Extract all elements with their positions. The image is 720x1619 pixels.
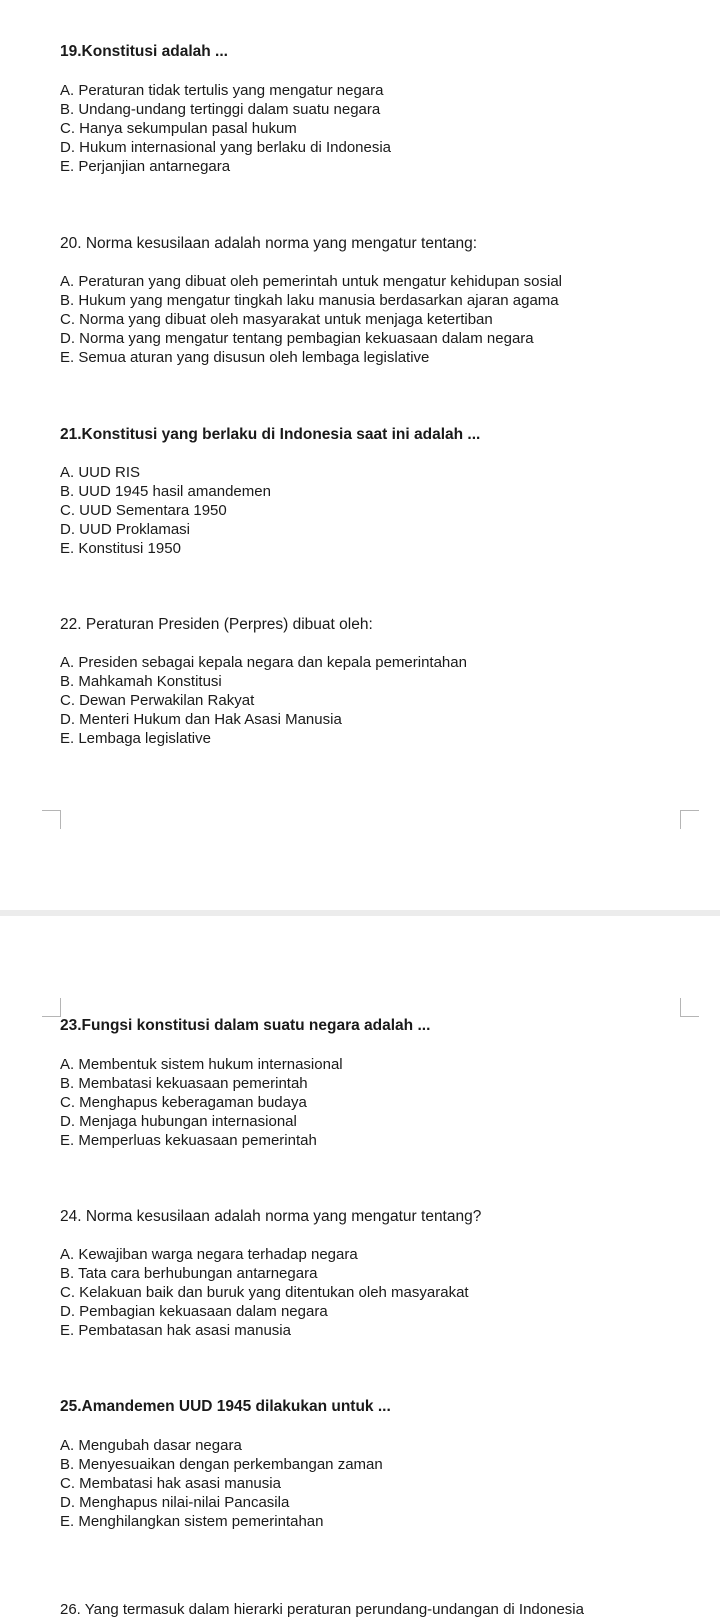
option-19-c: C. Hanya sekumpulan pasal hukum — [60, 120, 297, 137]
question-20: 20. Norma kesusilaan adalah norma yang mengatur tentang: — [60, 235, 478, 252]
option-23-b: B. Membatasi kekuasaan pemerintah — [60, 1075, 308, 1092]
option-24-e: E. Pembatasan hak asasi manusia — [60, 1322, 291, 1339]
option-21-d: D. UUD Proklamasi — [60, 521, 191, 538]
option-20-a: A. Peraturan yang dibuat oleh pemerintah untuk mengatur kehidupan sosial — [60, 273, 562, 290]
question-25: 25.Amandemen UUD 1945 dilakukan untuk ... — [60, 1398, 391, 1415]
option-20-c: C. Norma yang dibuat oleh masyarakat untuk menjaga ketertiban — [60, 311, 493, 328]
option-24-d: D. Pembagian kekuasaan dalam negara — [60, 1303, 328, 1320]
option-20-b: B. Hukum yang mengatur tingkah laku manusia berdasarkan ajaran agama — [60, 292, 559, 309]
options-22 — [60, 653, 467, 748]
option-19-d: D. Hukum internasional yang berlaku di Indonesia — [60, 139, 392, 156]
options-23 — [60, 1055, 343, 1150]
question-24: 24. Norma kesusilaan adalah norma yang mengatur tentang? — [60, 1208, 482, 1225]
option-25-d: D. Menghapus nilai-nilai Pancasila — [60, 1494, 290, 1511]
options-21 — [60, 463, 271, 558]
options-24 — [60, 1245, 469, 1340]
option-24-a: A. Kewajiban warga negara terhadap negara — [60, 1246, 358, 1263]
option-22-e: E. Lembaga legislative — [60, 730, 211, 747]
question-22: 22. Peraturan Presiden (Perpres) dibuat oleh: — [60, 616, 373, 633]
option-25-b: B. Menyesuaikan dengan perkembangan zaman — [60, 1456, 383, 1473]
option-23-a: A. Membentuk sistem hukum internasional — [60, 1056, 343, 1073]
option-22-c: C. Dewan Perwakilan Rakyat — [60, 692, 255, 709]
option-21-e: E. Konstitusi 1950 — [60, 540, 181, 557]
option-22-a: A. Presiden sebagai kepala negara dan kepala pemerintahan — [60, 654, 467, 671]
option-23-d: D. Menjaga hubungan internasional — [60, 1113, 297, 1130]
options-20 — [60, 272, 562, 367]
option-21-a: A. UUD RIS — [60, 464, 141, 481]
option-19-e: E. Perjanjian antarnegara — [60, 158, 231, 175]
option-22-d: D. Menteri Hukum dan Hak Asasi Manusia — [60, 711, 342, 728]
option-19-a: A. Peraturan tidak tertulis yang mengatur negara — [60, 82, 384, 99]
question-19: 19.Konstitusi adalah ... — [60, 43, 228, 60]
option-24-c: C. Kelakuan baik dan buruk yang ditentukan oleh masyarakat — [60, 1284, 469, 1301]
option-20-e: E. Semua aturan yang disusun oleh lembaga legislative — [60, 349, 430, 366]
crop-mark-bottom-right — [680, 998, 699, 1017]
crop-mark-top-right — [680, 810, 699, 829]
options-25 — [60, 1436, 383, 1531]
option-25-e: E. Menghilangkan sistem pemerintahan — [60, 1513, 324, 1530]
question-21: 21.Konstitusi yang berlaku di Indonesia saat ini adalah ... — [60, 426, 481, 443]
option-20-d: D. Norma yang mengatur tentang pembagian kekuasaan dalam negara — [60, 330, 534, 347]
option-24-b: B. Tata cara berhubungan antarnegara — [60, 1265, 318, 1282]
option-21-b: B. UUD 1945 hasil amandemen — [60, 483, 271, 500]
question-23: 23.Fungsi konstitusi dalam suatu negara adalah ... — [60, 1017, 431, 1034]
option-25-a: A. Mengubah dasar negara — [60, 1437, 242, 1454]
option-25-c: C. Membatasi hak asasi manusia — [60, 1475, 281, 1492]
crop-mark-bottom-left — [42, 998, 61, 1017]
option-23-e: E. Memperluas kekuasaan pemerintah — [60, 1132, 317, 1149]
question-26-partial: 26. Yang termasuk dalam hierarki peraturan perundang-undangan di Indonesia — [60, 1601, 584, 1618]
option-22-b: B. Mahkamah Konstitusi — [60, 673, 222, 690]
option-21-c: C. UUD Sementara 1950 — [60, 502, 227, 519]
option-23-c: C. Menghapus keberagaman budaya — [60, 1094, 307, 1111]
crop-mark-top-left — [42, 810, 61, 829]
options-19 — [60, 81, 391, 176]
option-19-b: B. Undang-undang tertinggi dalam suatu negara — [60, 101, 381, 118]
